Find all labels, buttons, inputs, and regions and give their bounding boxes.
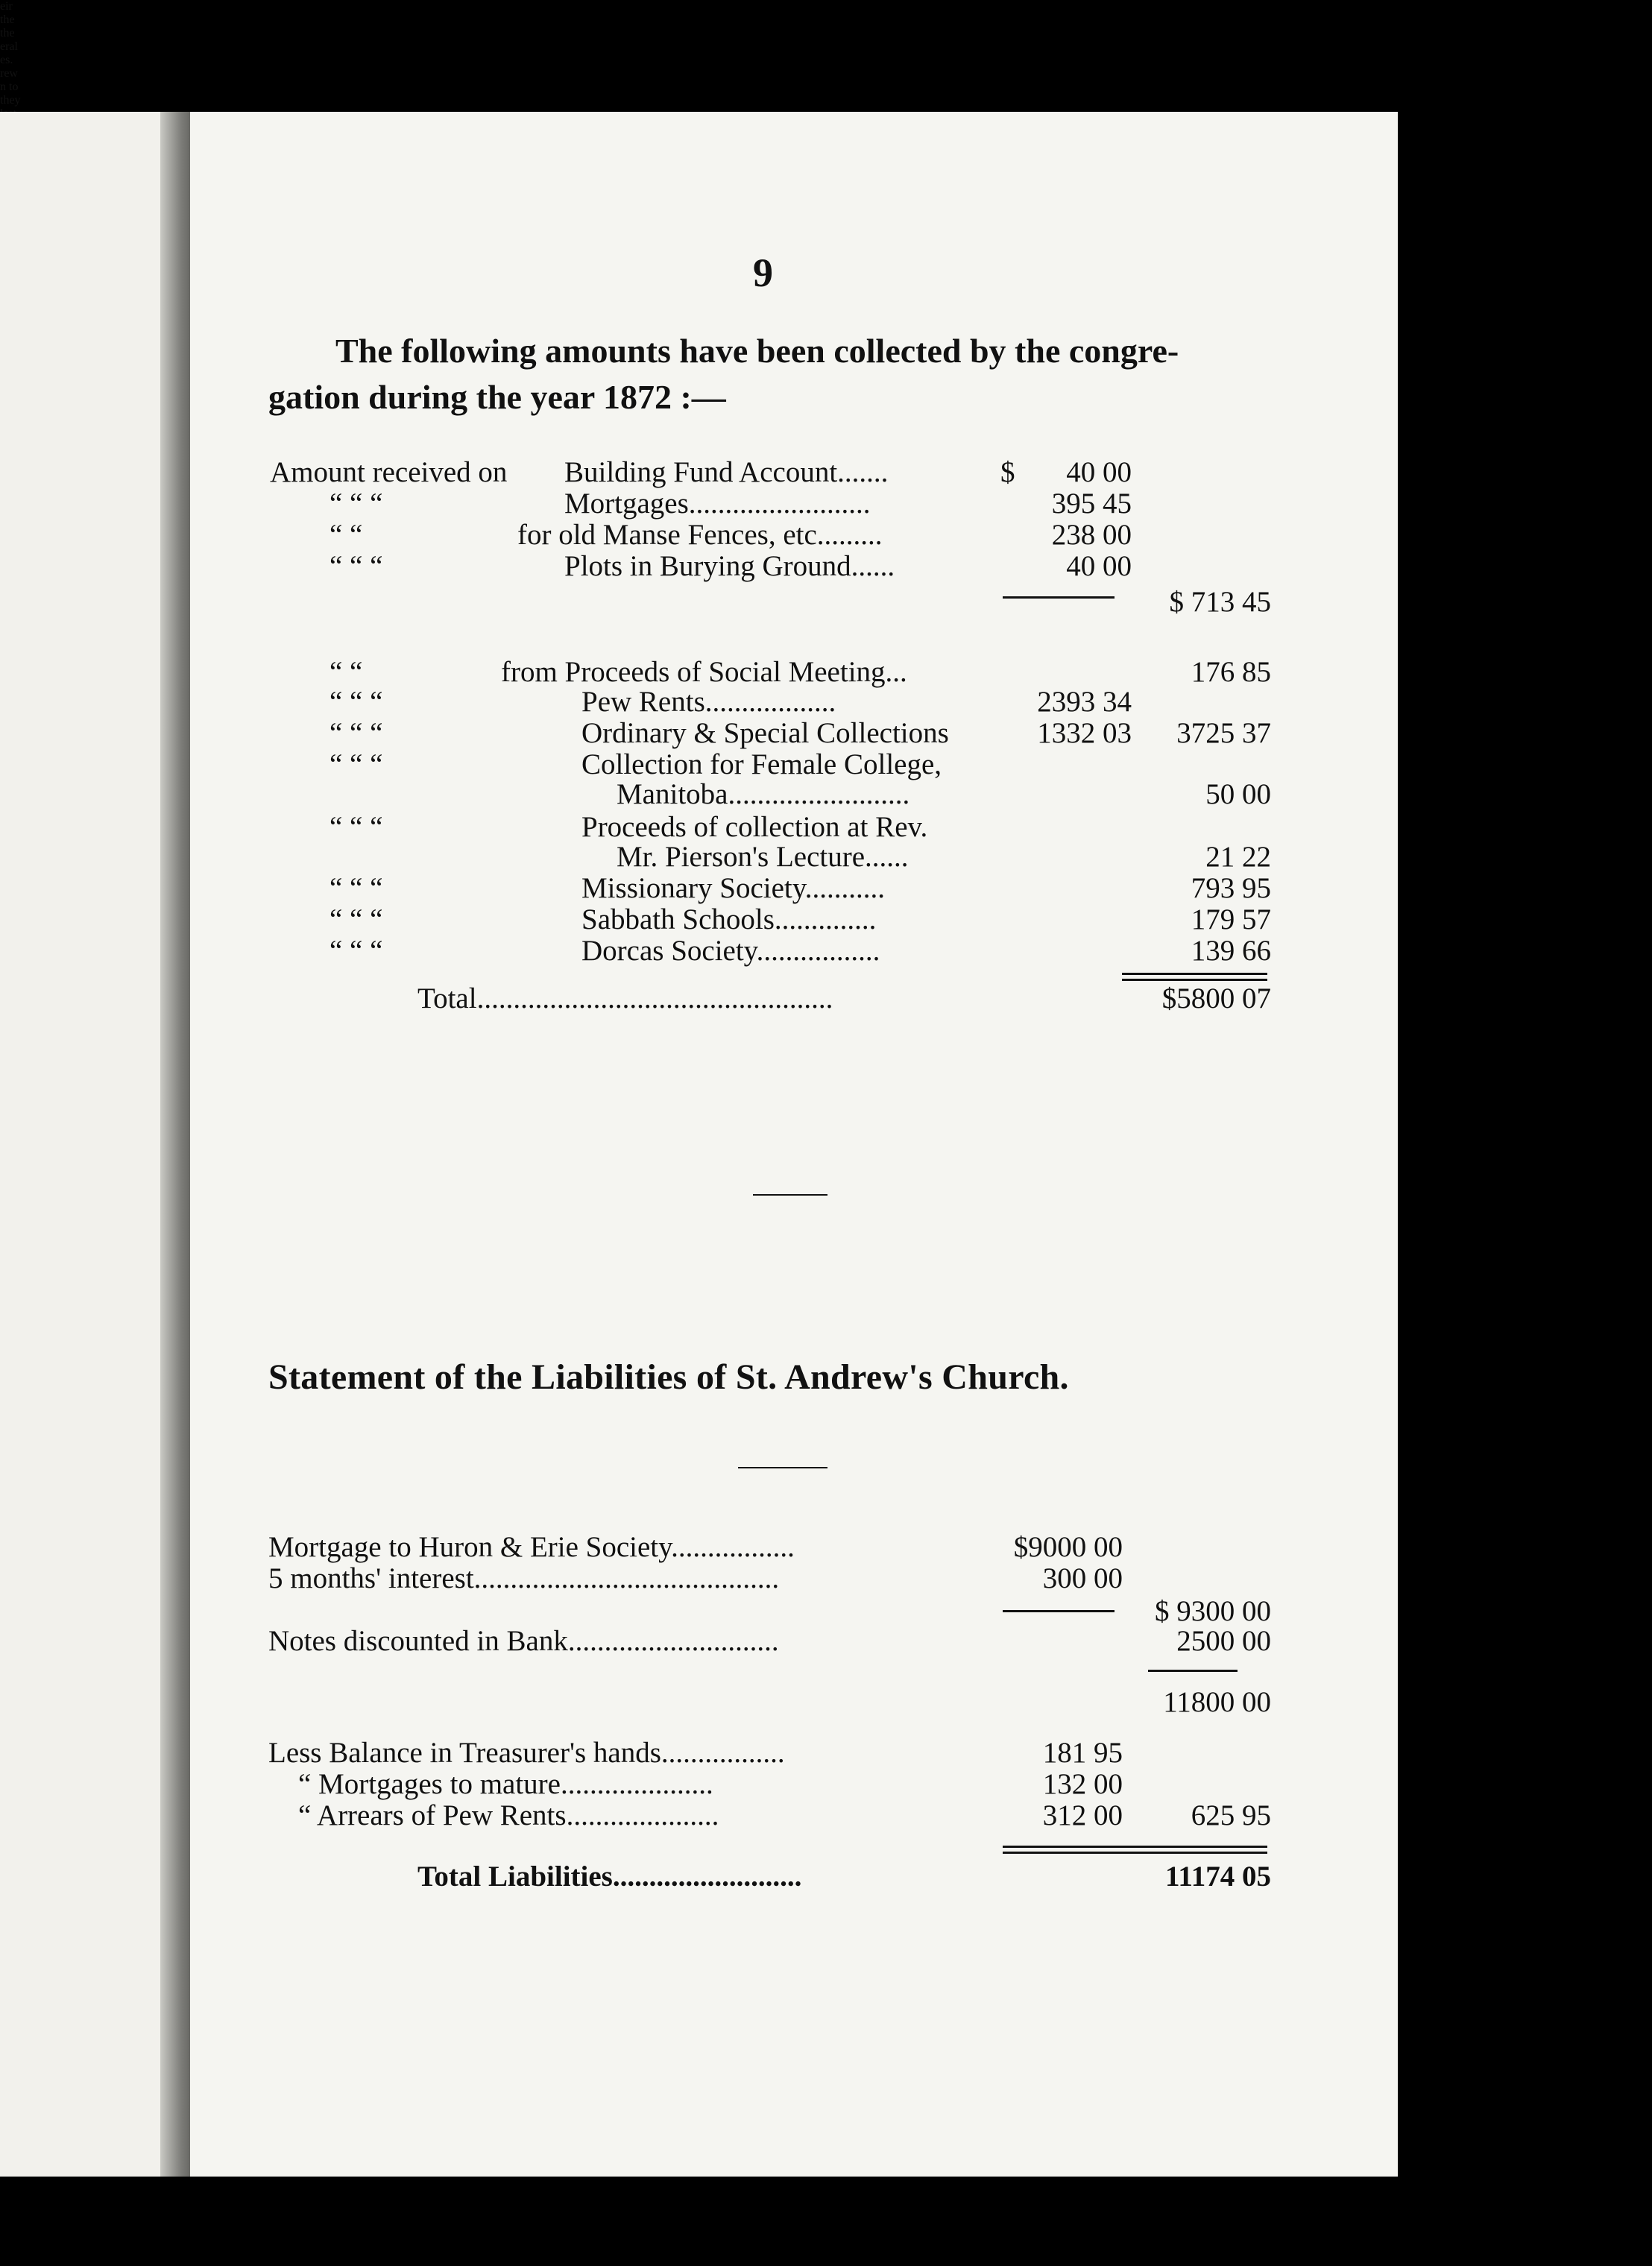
liabilities-heading: Statement of the Liabilities of St. Andrew's Church.: [268, 1357, 1069, 1397]
total-liabilities-value: 11174 05: [1165, 1861, 1271, 1893]
collection-row: [270, 550, 1276, 583]
liability-label: Mortgage to Huron & Erie Society.................: [268, 1531, 795, 1563]
row-amount: 2393 34: [1037, 686, 1132, 718]
total-rule: [1122, 979, 1267, 981]
row-desc: Mr. Pierson's Lecture......: [617, 841, 909, 873]
less-amount: 132 00: [1042, 1768, 1123, 1800]
collection-row: [270, 656, 1276, 689]
collection-row: [270, 778, 1276, 811]
liability-row: [268, 1531, 1014, 1564]
row-ditto: “ “ “: [330, 550, 383, 582]
liability-amount: 300 00: [1042, 1562, 1123, 1594]
less-total: 625 95: [1191, 1799, 1271, 1831]
collection-row: [270, 748, 1276, 781]
row-desc: Sabbath Schools..............: [581, 903, 877, 935]
row-ditto: “ “ “: [330, 717, 383, 749]
total-rule: [1003, 1846, 1267, 1848]
row-amount: 395 45: [1051, 487, 1132, 520]
divider: [753, 1194, 827, 1196]
row-desc: Building Fund Account.......: [564, 456, 889, 488]
less-row: [268, 1737, 1014, 1770]
row-ditto: “ “ “: [330, 686, 383, 718]
row-desc: Plots in Burying Ground......: [564, 550, 895, 582]
collections-total-value: $5800 07: [1161, 982, 1271, 1014]
row-desc: Pew Rents..................: [581, 686, 836, 718]
row-desc: from Proceeds of Social Meeting...: [501, 656, 907, 688]
liability-gross: 11800 00: [1163, 1686, 1271, 1718]
intro-paragraph: [268, 328, 1267, 420]
less-label: “ Arrears of Pew Rents.....................: [298, 1799, 719, 1831]
less-amount: 312 00: [1042, 1799, 1123, 1831]
left-page-fragment: eir: [0, 0, 13, 13]
row-desc: Dorcas Society.................: [581, 935, 880, 967]
liability-subtotal: $ 9300 00: [1155, 1595, 1271, 1627]
row-desc: Mortgages.........................: [564, 487, 871, 520]
row-ditto: “ “ “: [330, 487, 383, 520]
left-page-fragment: the: [0, 13, 15, 26]
row-ditto: “ “ “: [330, 811, 383, 843]
row-desc: Proceeds of collection at Rev.: [581, 811, 928, 843]
collection-row: [270, 872, 1276, 905]
left-page-fragment: es.: [0, 54, 13, 66]
collection-row: [270, 841, 1276, 874]
row-desc: Manitoba.........................: [617, 778, 910, 810]
total-rule: [1003, 1852, 1267, 1854]
row-total: 179 57: [1191, 903, 1271, 935]
gross-rule: [1148, 1670, 1238, 1672]
row-ditto: “ “: [330, 519, 363, 551]
row-total: 50 00: [1205, 778, 1271, 810]
row-desc: Collection for Female College,: [581, 748, 942, 780]
row-ditto: “ “ “: [330, 903, 383, 935]
row-amount: 40 00: [1066, 456, 1132, 488]
subtotal-rule: [1003, 596, 1115, 599]
row-ditto: Amount received on: [270, 456, 508, 488]
liability-row: [268, 1625, 1014, 1658]
divider: [738, 1467, 827, 1468]
row-currency: $: [1000, 456, 1015, 488]
row-total: 21 22: [1205, 841, 1271, 873]
row-total: 176 85: [1191, 656, 1271, 688]
left-page-fragment: the: [0, 27, 15, 40]
row-amount: 238 00: [1051, 519, 1132, 551]
subtotal-building-fund: $ 713 45: [1169, 586, 1271, 618]
left-page-fragment: they: [0, 94, 21, 107]
less-row: [268, 1799, 1014, 1832]
row-desc: for old Manse Fences, etc.........: [517, 519, 883, 551]
collection-row: [270, 686, 1276, 719]
less-label: “ Mortgages to mature.....................: [298, 1768, 713, 1800]
liability-row: [268, 1562, 1014, 1595]
collections-total-row: [417, 982, 1014, 1015]
less-row: [268, 1768, 1014, 1801]
row-ditto: “ “ “: [330, 872, 383, 904]
less-label: Less Balance in Treasurer's hands.................: [268, 1737, 785, 1769]
total-rule: [1122, 973, 1267, 975]
liability-label: 5 months' interest..........................................: [268, 1562, 780, 1594]
row-total: 139 66: [1191, 935, 1271, 967]
row-amount: 1332 03: [1037, 717, 1132, 749]
left-page-fragment: eral: [0, 40, 18, 53]
row-desc: Missionary Society...........: [581, 872, 885, 904]
collection-row: [270, 717, 1276, 750]
liability-label: Notes discounted in Bank.............................: [268, 1625, 779, 1657]
less-amount: 181 95: [1042, 1737, 1123, 1769]
row-ditto: “ “ “: [330, 748, 383, 780]
liability-amount: $9000 00: [1013, 1531, 1123, 1563]
intro-line-1: The following amounts have been collected by the congre-: [335, 332, 1179, 370]
intro-line-2: gation during the year 1872 :—: [268, 378, 726, 416]
liability-amount: 2500 00: [1176, 1625, 1271, 1657]
total-label: Total.................................................: [417, 982, 833, 1014]
total-liabilities-label: Total Liabilities..........................: [417, 1861, 802, 1893]
row-desc: Ordinary & Special Collections: [581, 717, 949, 749]
collection-row: [270, 456, 1276, 489]
row-total: 793 95: [1191, 872, 1271, 904]
collection-row: [270, 519, 1276, 552]
row-ditto: “ “: [330, 656, 363, 688]
collection-row: [270, 487, 1276, 520]
collection-row: [270, 903, 1276, 936]
liabilities-total-row: [417, 1861, 1014, 1893]
row-total: 3725 37: [1176, 717, 1271, 749]
collection-row: [270, 935, 1276, 968]
page-number: 9: [753, 250, 773, 295]
left-page-fragment: rew: [0, 67, 18, 80]
subtotal-rule: [1003, 1610, 1115, 1612]
row-amount: 40 00: [1066, 550, 1132, 582]
row-ditto: “ “ “: [330, 935, 383, 967]
left-page-fragment: n to: [0, 81, 19, 93]
collection-row: [270, 811, 1276, 844]
